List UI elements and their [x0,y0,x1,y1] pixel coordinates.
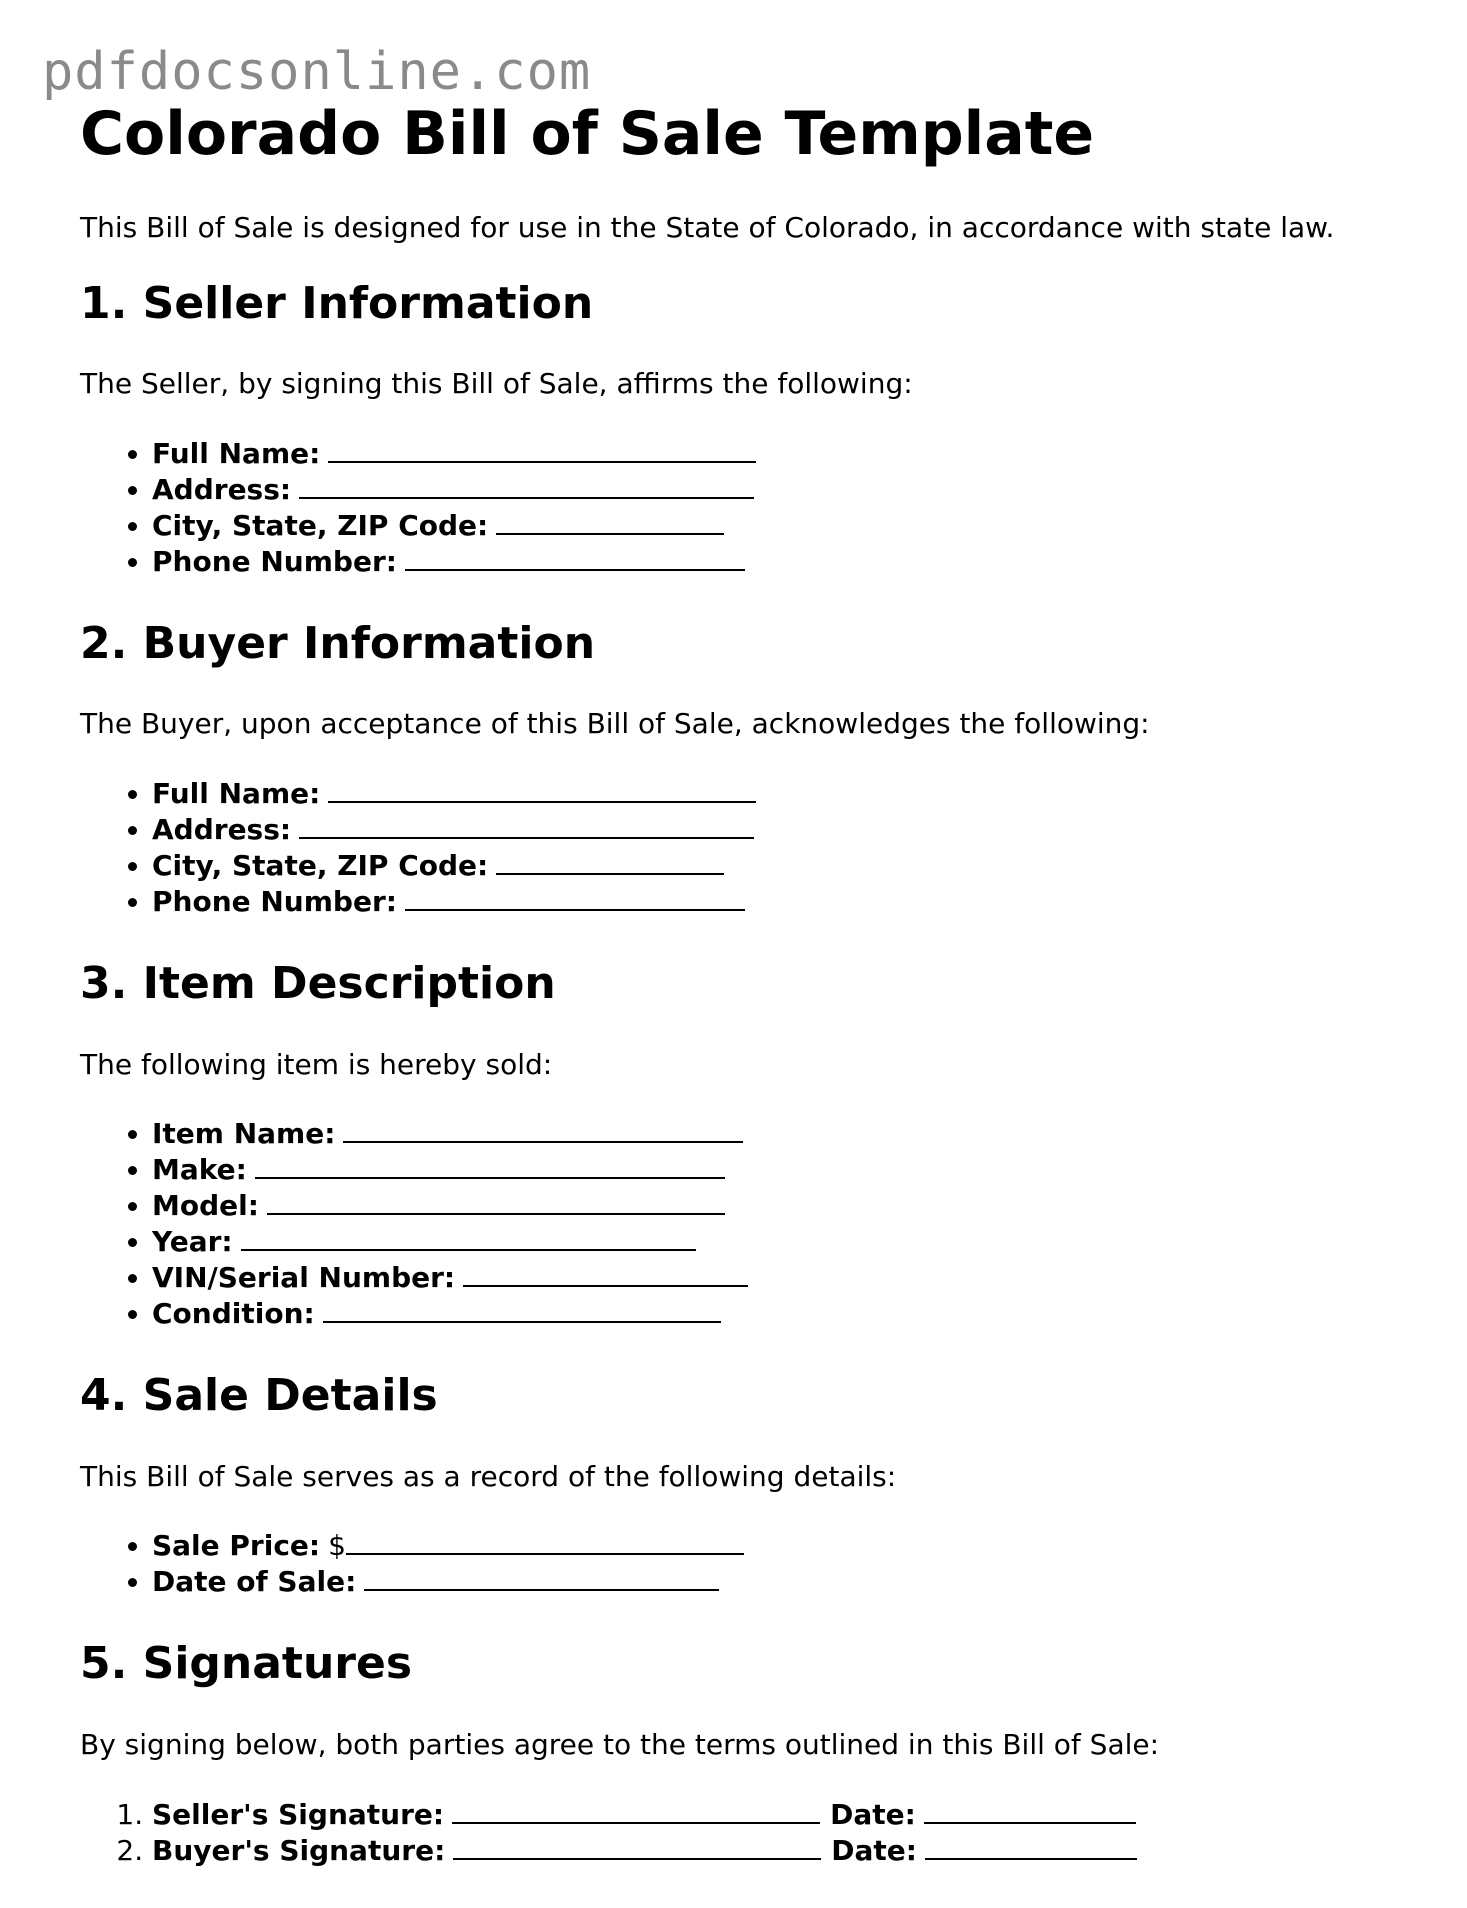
item-intro: The following item is hereby sold: [80,1047,553,1081]
section-heading-buyer: 2. Buyer Information [80,617,596,669]
watermark: pdfdocsonline.com [42,42,592,102]
date-label: Date: [831,1833,917,1867]
field-label: Model: [152,1189,259,1223]
item-condition-field[interactable] [323,1295,721,1323]
field-label: Address: [152,812,292,846]
buyer-phone-field[interactable] [405,883,745,911]
sale-price-field[interactable] [346,1527,744,1555]
intro-text: This Bill of Sale is designed for use in the State of Colorado, in accordance with state law. [80,211,1335,244]
list-item [152,471,1400,507]
list-item [152,847,1400,883]
list-item [152,1527,1400,1563]
section-heading-sale: 4. Sale Details [80,1370,438,1422]
field-label: Year: [152,1225,233,1259]
list-item [152,811,1400,847]
seller-full-name-field[interactable] [328,435,756,463]
field-label: Full Name: [152,436,321,470]
field-label: City, State, ZIP Code: [152,508,489,542]
sale-field-list [80,1527,1400,1599]
date-label: Date: [830,1797,916,1831]
seller-intro: The Seller, by signing this Bill of Sale, affirms the following: [80,367,913,401]
item-model-field[interactable] [267,1187,725,1215]
document-page [80,100,1400,1908]
list-item [152,435,1400,471]
field-label: Item Name: [152,1117,336,1151]
buyer-address-field[interactable] [299,811,754,839]
field-label: Date of Sale: [152,1565,357,1599]
currency-symbol: $ [328,1529,346,1563]
list-item [152,1563,1400,1599]
list-item [152,1151,1400,1187]
buyer-field-list [80,775,1400,919]
field-label: Seller's Signature: [152,1797,445,1831]
section-heading-item: 3. Item Description [80,957,556,1009]
field-label: Full Name: [152,776,321,810]
item-year-field[interactable] [241,1223,696,1251]
field-label: Phone Number: [152,544,397,578]
field-label: Sale Price: [152,1529,321,1563]
list-item [152,1796,1400,1832]
field-label: Phone Number: [152,884,397,918]
seller-address-field[interactable] [299,471,754,499]
field-label: VIN/Serial Number: [152,1261,456,1295]
seller-field-list [80,435,1400,579]
item-vin-serial-field[interactable] [463,1259,748,1287]
list-item [152,883,1400,919]
field-label: Buyer's Signature: [152,1833,446,1867]
seller-signature-date-field[interactable] [924,1796,1136,1824]
list-item [152,507,1400,543]
buyer-signature-field[interactable] [453,1832,821,1860]
list-item [152,1295,1400,1331]
buyer-intro: The Buyer, upon acceptance of this Bill of Sale, acknowledges the following: [80,707,1150,741]
list-item [152,1832,1400,1868]
field-label: Make: [152,1153,247,1187]
page-title: Colorado Bill of Sale Template [80,99,1095,169]
item-field-list [80,1115,1400,1331]
section-heading-seller: 1. Seller Information [80,277,594,329]
list-item [152,1223,1400,1259]
list-item [152,543,1400,579]
seller-city-state-zip-field[interactable] [496,507,724,535]
list-item [152,1187,1400,1223]
list-item [152,1259,1400,1295]
buyer-full-name-field[interactable] [328,775,756,803]
field-label: City, State, ZIP Code: [152,848,489,882]
field-label: Condition: [152,1297,315,1331]
sale-intro: This Bill of Sale serves as a record of the following details: [80,1459,897,1493]
buyer-signature-date-field[interactable] [925,1832,1137,1860]
seller-phone-field[interactable] [405,543,745,571]
list-item [152,775,1400,811]
signatures-intro: By signing below, both parties agree to the terms outlined in this Bill of Sale: [80,1727,1160,1761]
section-heading-signatures: 5. Signatures [80,1638,413,1690]
item-name-field[interactable] [343,1115,743,1143]
list-item [152,1115,1400,1151]
buyer-city-state-zip-field[interactable] [496,847,724,875]
item-make-field[interactable] [255,1151,725,1179]
signature-list [80,1796,1400,1868]
sale-date-field[interactable] [364,1563,719,1591]
field-label: Address: [152,472,292,506]
seller-signature-field[interactable] [452,1796,820,1824]
